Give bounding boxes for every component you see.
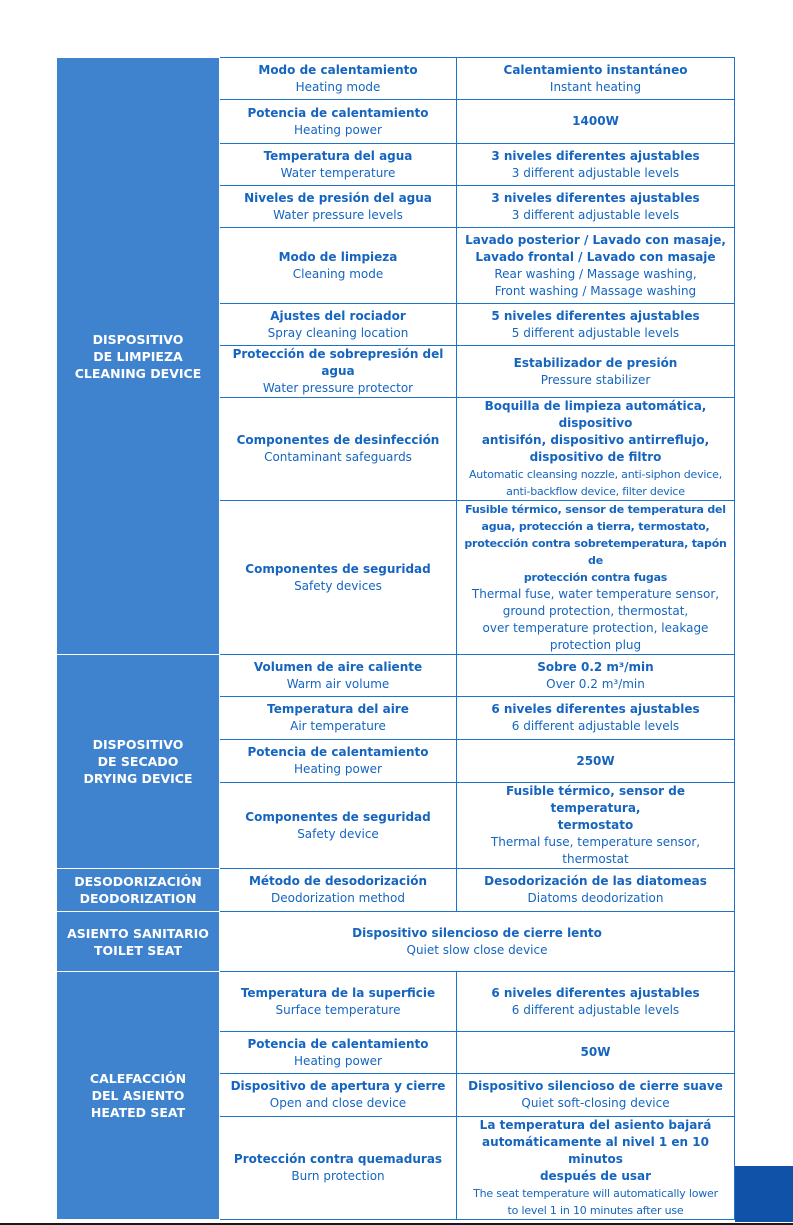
feature-cell [220, 655, 457, 697]
category-cell [57, 58, 220, 655]
value-en: Thermal fuse, water temperature sensor, [471, 587, 720, 601]
feature-cell [220, 144, 457, 186]
value-en: 3 different adjustable levels [511, 207, 680, 222]
feature-en: Open and close device [269, 1096, 407, 1110]
value-en: to level 1 in 10 minutes after use [507, 1204, 684, 1217]
value-es: protección contra fugas [523, 571, 668, 584]
feature-es: Protección contra quemaduras [233, 1152, 443, 1166]
category-label: DE SECADO [97, 754, 179, 769]
feature-en: Contaminant safeguards [264, 450, 412, 464]
value-es: agua, protección a tierra, termostato, [481, 520, 710, 533]
value-en: Thermal fuse, temperature sensor, thermostat [490, 835, 701, 866]
feature-en: Heating mode [295, 79, 381, 94]
feature-cell [220, 304, 457, 346]
value-cell [220, 912, 735, 972]
value-cell [457, 740, 735, 783]
value-cell [457, 398, 735, 501]
feature-en: Heating power [294, 122, 382, 137]
value-es: antisifón, dispositivo antirreflujo, [481, 433, 710, 447]
table-row [57, 655, 735, 697]
value-en: Pressure stabilizer [540, 372, 651, 387]
value-cell [457, 1117, 735, 1220]
feature-en: Water pressure protector [262, 381, 414, 395]
feature-es: Modo de calentamiento [258, 62, 418, 77]
feature-cell [220, 58, 457, 100]
feature-en: Safety device [297, 826, 379, 841]
value-en: Instant heating [549, 79, 642, 94]
category-label: TOILET SEAT [94, 942, 182, 958]
value-cell [457, 869, 735, 912]
feature-es: Protección de sobrepresión del agua [232, 347, 444, 378]
feature-cell [220, 186, 457, 228]
category-cell [57, 869, 220, 912]
category-cell [57, 655, 220, 869]
value-en: ground protection, thermostat, [502, 604, 689, 618]
feature-en: Heating power [294, 762, 382, 776]
value-en: Automatic cleansing nozzle, anti-siphon device, [468, 468, 723, 481]
value-cell [457, 501, 735, 655]
feature-es: Potencia de calentamiento [247, 1036, 429, 1051]
value-en: Quiet soft-closing device [521, 1096, 670, 1110]
value-es: automáticamente al nivel 1 en 10 minutos [482, 1135, 709, 1166]
value-cell [457, 972, 735, 1032]
value-es: 1400W [572, 114, 619, 128]
category-label: HEATED SEAT [90, 1105, 186, 1120]
value-en: Over 0.2 m³/min [546, 676, 645, 691]
value-cell [457, 1032, 735, 1074]
value-en: 3 different adjustable levels [511, 165, 680, 180]
value-en: over temperature protection, leakage [482, 621, 709, 635]
value-es: Lavado frontal / Lavado con masaje [475, 249, 716, 264]
category-label: DESODORIZACIÓN [74, 874, 202, 889]
feature-en: Burn protection [291, 1169, 385, 1183]
feature-cell [220, 1074, 457, 1117]
value-cell [457, 346, 735, 398]
value-es: Calentamiento instantáneo [503, 62, 688, 77]
feature-es: Modo de limpieza [278, 249, 398, 264]
value-es: Sobre 0.2 m³/min [537, 659, 654, 674]
spec-table-body [57, 58, 735, 1220]
value-cell [457, 783, 735, 869]
table-row [57, 912, 735, 972]
value-es: 50W [580, 1045, 611, 1059]
value-cell [457, 144, 735, 186]
value-cell [457, 186, 735, 228]
value-en: The seat temperature will automatically lower [473, 1187, 718, 1200]
value-en: 5 different adjustable levels [511, 325, 680, 340]
value-es: Dispositivo silencioso de cierre suave [468, 1079, 723, 1093]
value-es: 3 niveles diferentes ajustables [491, 148, 700, 163]
category-label: CLEANING DEVICE [74, 365, 202, 381]
feature-en: Water temperature [280, 165, 396, 180]
feature-en: Cleaning mode [292, 266, 384, 281]
value-es: Estabilizador de presión [513, 355, 678, 370]
category-label: DE LIMPIEZA [93, 348, 183, 364]
value-es: después de usar [539, 1169, 652, 1183]
feature-en: Spray cleaning location [267, 325, 409, 340]
feature-cell [220, 501, 457, 655]
table-row [57, 972, 735, 1032]
value-es: Desodorización de las diatomeas [484, 874, 707, 888]
value-es: 250W [576, 753, 615, 768]
feature-cell [220, 100, 457, 144]
feature-cell [220, 228, 457, 304]
feature-en: Deodorization method [271, 891, 405, 905]
spec-table [57, 57, 735, 1220]
value-es: 6 niveles diferentes ajustables [491, 985, 700, 1000]
feature-es: Componentes de desinfección [236, 433, 440, 447]
feature-cell [220, 1117, 457, 1220]
value-en: Rear washing / Massage washing, [494, 266, 697, 281]
category-label: DRYING DEVICE [83, 771, 193, 786]
page-tab [735, 1166, 793, 1222]
table-row [57, 58, 735, 100]
value-en: Quiet slow close device [406, 942, 548, 957]
value-es: protección contra sobretemperatura, tapón de [464, 537, 727, 567]
value-cell [457, 100, 735, 144]
feature-es: Temperatura del agua [263, 148, 413, 163]
feature-cell [220, 398, 457, 501]
category-label: DISPOSITIVO [92, 331, 184, 347]
category-label: DEL ASIENTO [91, 1088, 185, 1103]
value-cell [457, 655, 735, 697]
value-es: termostato [557, 818, 634, 832]
value-cell [457, 1074, 735, 1117]
feature-es: Volumen de aire caliente [253, 659, 423, 674]
value-es: La temperatura del asiento bajará [479, 1118, 712, 1132]
feature-es: Niveles de presión del agua [244, 190, 432, 205]
category-cell [57, 972, 220, 1220]
feature-en: Warm air volume [286, 676, 390, 691]
value-en: anti-backflow device, filter device [506, 485, 685, 498]
value-cell [457, 228, 735, 304]
feature-es: Método de desodorización [248, 874, 428, 888]
value-en: 6 different adjustable levels [511, 1002, 680, 1017]
value-es: Dispositivo silencioso de cierre lento [352, 925, 602, 940]
feature-en: Safety devices [294, 578, 382, 593]
category-label: CALEFACCIÓN [89, 1071, 187, 1086]
feature-cell [220, 783, 457, 869]
value-en: Front washing / Massage washing [494, 283, 697, 298]
feature-cell [220, 1032, 457, 1074]
value-es: Boquilla de limpieza automática, dispositivo [484, 399, 707, 430]
feature-es: Potencia de calentamiento [247, 745, 429, 759]
value-es: Fusible térmico, sensor de temperatura del [465, 503, 726, 516]
feature-es: Temperatura de la superficie [240, 985, 436, 1000]
value-es: Lavado posterior / Lavado con masaje, [465, 232, 726, 247]
feature-es: Ajustes del rociador [270, 308, 406, 323]
value-es: dispositivo de filtro [529, 450, 662, 464]
feature-cell [220, 972, 457, 1032]
value-es: 3 niveles diferentes ajustables [491, 190, 700, 205]
value-es: Fusible térmico, sensor de temperatura, [506, 784, 685, 815]
feature-es: Componentes de seguridad [245, 809, 431, 824]
feature-es: Componentes de seguridad [245, 561, 431, 576]
feature-es: Potencia de calentamiento [247, 105, 429, 120]
feature-en: Heating power [294, 1053, 382, 1068]
feature-en: Air temperature [290, 719, 386, 733]
category-label: DEODORIZATION [79, 891, 197, 906]
feature-cell [220, 346, 457, 398]
feature-cell [220, 697, 457, 740]
feature-es: Dispositivo de apertura y cierre [230, 1079, 446, 1093]
feature-cell [220, 740, 457, 783]
value-cell [457, 697, 735, 740]
value-en: 6 different adjustable levels [511, 719, 680, 733]
value-en: protection plug [549, 638, 642, 652]
feature-en: Water pressure levels [273, 207, 403, 222]
table-row [57, 869, 735, 912]
value-cell [457, 58, 735, 100]
category-label: ASIENTO SANITARIO [67, 925, 209, 941]
value-es: 6 niveles diferentes ajustables [491, 702, 700, 716]
feature-en: Surface temperature [275, 1002, 401, 1017]
value-es: 5 niveles diferentes ajustables [491, 308, 700, 323]
feature-es: Temperatura del aire [267, 702, 409, 716]
value-cell [457, 304, 735, 346]
value-en: Diatoms deodorization [527, 891, 664, 905]
category-label: DISPOSITIVO [92, 737, 184, 752]
category-cell [57, 912, 220, 972]
feature-cell [220, 869, 457, 912]
